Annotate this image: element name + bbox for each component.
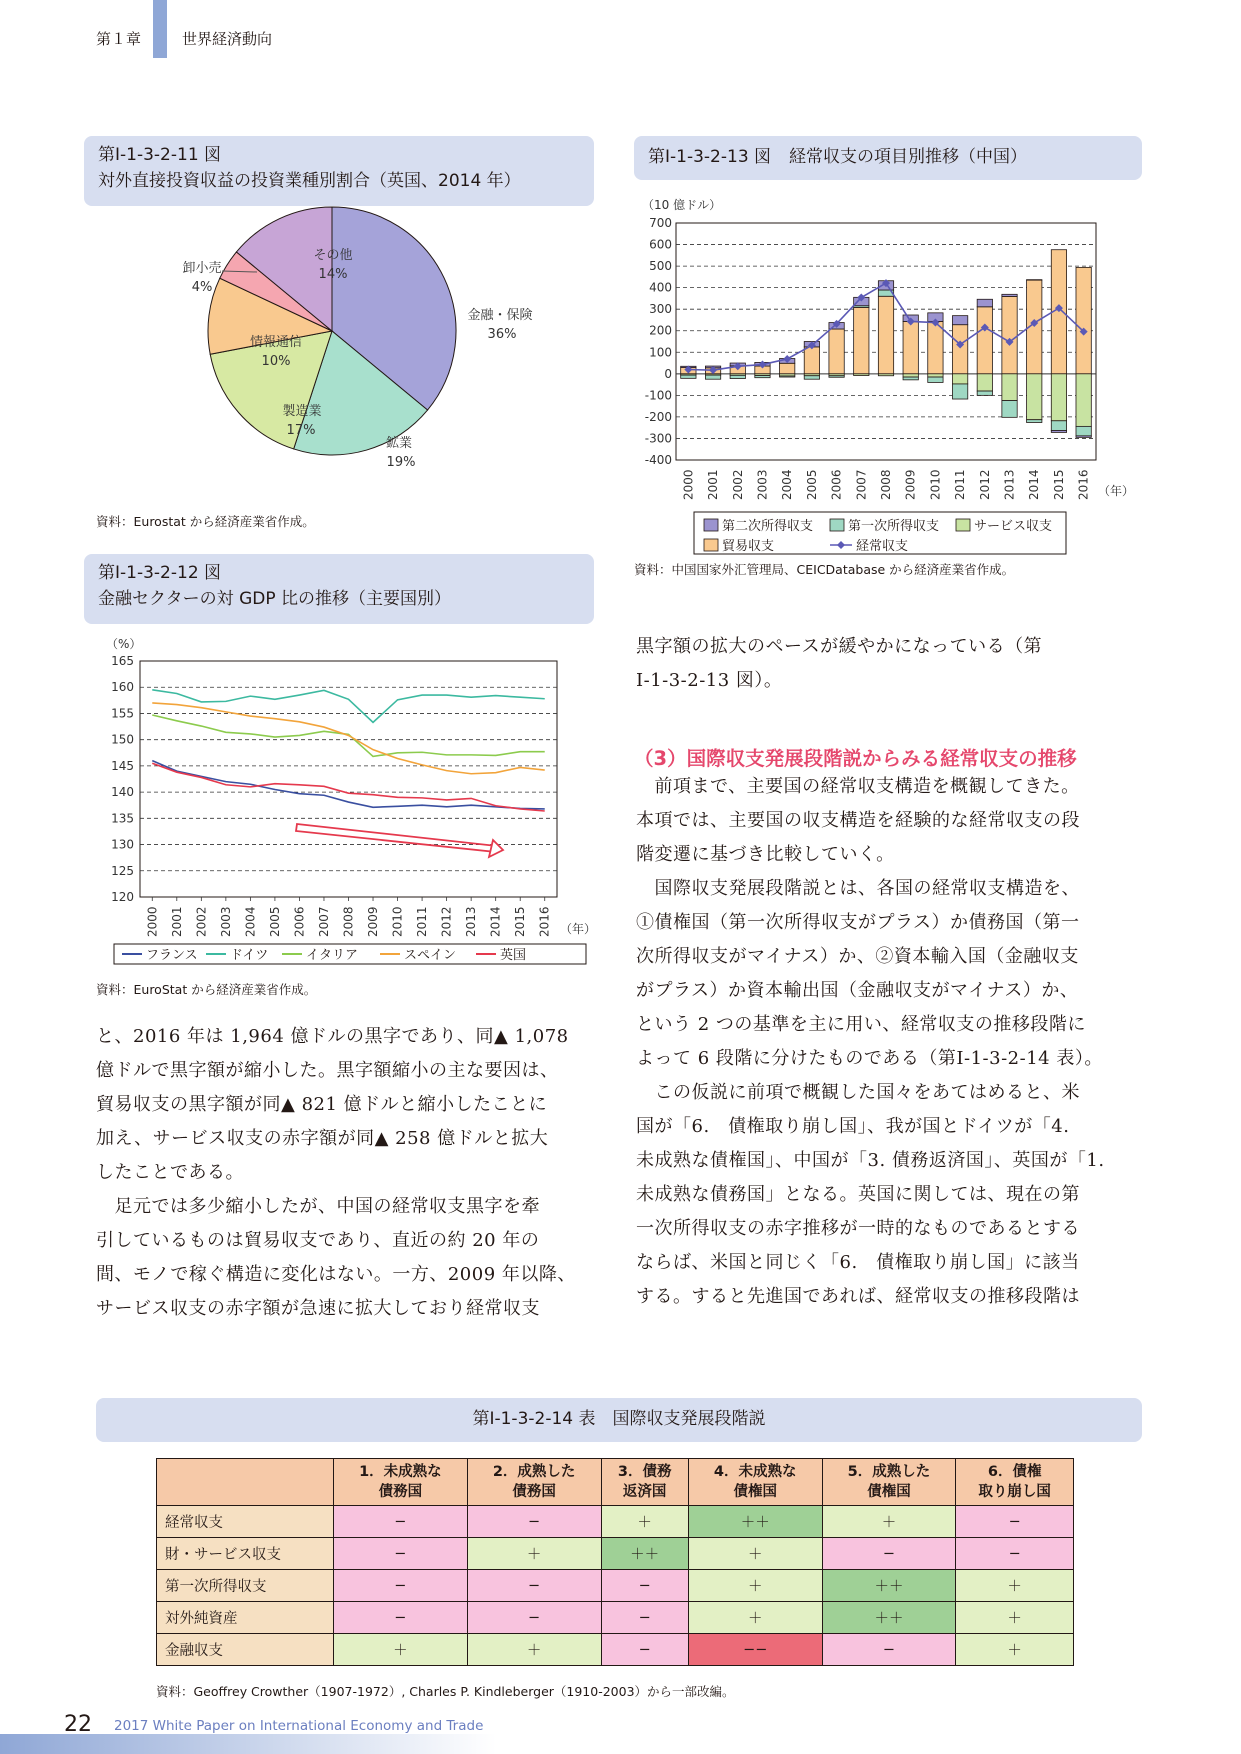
- bar-3: [804, 347, 819, 374]
- x-tick-label: 2000: [681, 469, 696, 500]
- pie-label-fin: 金融・保険: [467, 308, 533, 323]
- x-tick-label: 2010: [928, 469, 943, 500]
- x-tick-label: 2005: [267, 906, 282, 937]
- bar-0: [1002, 294, 1017, 296]
- y-tick-label: 500: [649, 259, 672, 274]
- x-tick-label: 2010: [390, 906, 405, 937]
- y-tick-label: 100: [649, 345, 672, 360]
- x-tick-label: 2001: [169, 906, 184, 937]
- text-line: という 2 つの基準を主に用い、経常収支の推移段階に: [636, 1014, 1086, 1035]
- table-corner: [157, 1459, 334, 1506]
- table-header: 2．成熟した 債務国: [467, 1459, 601, 1506]
- fig13-y-unit: （10 億ドル）: [642, 198, 722, 212]
- fig12-caption: [84, 554, 594, 624]
- table-cell: −: [822, 1634, 956, 1666]
- x-tick-label: 2012: [977, 469, 992, 500]
- bar-1: [952, 384, 967, 399]
- bar-2: [878, 374, 893, 376]
- y-tick-label: 200: [649, 323, 672, 338]
- x-tick-label: 2004: [780, 469, 795, 500]
- text-line: Ⅰ-1-3-2-13 図）。: [636, 670, 783, 691]
- fig12-x-unit: （年）: [560, 922, 597, 936]
- bar-1: [977, 391, 992, 395]
- x-tick-label: 2009: [366, 906, 381, 937]
- table-cell: ＋＋: [601, 1538, 688, 1570]
- table-header: 1．未成熟な 債務国: [334, 1459, 468, 1506]
- fig13-title: 経常収支の項目別推移（中国）: [789, 147, 1028, 167]
- x-tick-label: 2002: [730, 469, 745, 500]
- text-line: ①債権国（第一次所得収支がプラス）か債務国（第一: [636, 912, 1080, 933]
- pie-value-fin: 36%: [487, 327, 517, 342]
- table-cell: −: [334, 1570, 468, 1602]
- table-cell: −: [334, 1506, 468, 1538]
- text-line: 未成熟な債権国」、中国が「3. 債務返済国」、英国が「1.: [636, 1150, 1105, 1171]
- legend-label: 経常収支: [856, 539, 909, 554]
- x-tick-label: 2006: [829, 469, 844, 500]
- body-text-right-top: [636, 630, 1146, 698]
- fig13-source: 資料：中国国家外汇管理局、CEICDatabase から経済産業省作成。: [634, 562, 1015, 577]
- bar-3: [780, 363, 795, 374]
- text-line: 間、モノで稼ぐ構造に変化はない。一方、2009 年以降、: [96, 1264, 576, 1285]
- y-tick-label: 155: [111, 706, 134, 721]
- table-cell: ＋: [467, 1634, 601, 1666]
- legend-label: 第一次所得収支: [848, 519, 940, 534]
- y-tick-label: 145: [111, 758, 134, 773]
- y-tick-label: -100: [644, 388, 672, 403]
- x-tick-label: 2014: [488, 906, 503, 937]
- bar-3: [854, 307, 869, 373]
- bar-1: [755, 376, 770, 378]
- text-line: ならば、米国と同じく「6. 債権取り崩し国」に該当: [636, 1252, 1080, 1273]
- y-tick-label: -400: [644, 453, 672, 467]
- x-tick-label: 2005: [804, 469, 819, 500]
- legend-label: 貿易収支: [722, 539, 775, 554]
- bar-1: [804, 376, 819, 379]
- bar-1: [1027, 420, 1042, 423]
- header-accent-bar: [153, 0, 167, 58]
- bar-3: [878, 296, 893, 374]
- x-tick-label: 2003: [755, 469, 770, 500]
- x-tick-label: 2008: [341, 906, 356, 937]
- fig12-title: 金融セクターの対 GDP 比の推移（主要国別）: [98, 589, 451, 609]
- text-line: 国が「6. 債権取り崩し国」、我が国とドイツが「4.: [636, 1116, 1070, 1137]
- fig11-source: 資料：Eurostat から経済産業省作成。: [96, 514, 315, 529]
- bar-2: [1076, 374, 1091, 427]
- y-tick-label: -200: [644, 409, 672, 424]
- table-cell: ＋: [822, 1506, 956, 1538]
- x-tick-label: 2011: [953, 469, 968, 500]
- fig11-caption: [84, 136, 594, 206]
- table-cell: −: [601, 1602, 688, 1634]
- bar-3: [1076, 267, 1091, 373]
- y-tick-label: 125: [111, 863, 134, 878]
- bar-3: [1002, 296, 1017, 373]
- legend-label: 第二次所得収支: [722, 519, 814, 534]
- table-header: 6．債権 取り崩し国: [956, 1459, 1074, 1506]
- bar-3: [928, 321, 943, 373]
- bar-1: [681, 375, 696, 378]
- text-line: 億ドルで黒字額が縮小した。黒字額縮小の主な要因は、: [96, 1060, 559, 1081]
- x-tick-label: 2003: [218, 906, 233, 937]
- y-tick-label: 135: [111, 811, 134, 826]
- table-cell: ＋: [688, 1602, 822, 1634]
- text-line: 引しているものは貿易収支であり、直近の約 20 年の: [96, 1230, 540, 1251]
- text-line: する。すると先進国であれば、経常収支の推移段階は: [636, 1286, 1080, 1307]
- row-label: 第一次所得収支: [157, 1570, 334, 1602]
- text-line: がプラス）か資本輸出国（金融収支がマイナス）か、: [636, 980, 1079, 1001]
- bar-1: [1051, 421, 1066, 431]
- section-heading: （3）国際収支発展段階説からみる経常収支の推移: [634, 747, 1077, 770]
- bar-1: [1002, 401, 1017, 418]
- y-tick-label: 600: [649, 237, 672, 252]
- body-text-left: [96, 1020, 596, 1326]
- pie-label-whl: 卸小売: [182, 261, 222, 276]
- fig11-pie-chart: [84, 206, 594, 506]
- bar-0: [977, 299, 992, 307]
- table-cell: −−: [688, 1634, 822, 1666]
- x-tick-label: 2013: [1002, 469, 1017, 500]
- y-tick-label: 160: [111, 680, 134, 695]
- text-line: 加え、サービス収支の赤字額が同▲ 258 億ドルと拡大: [96, 1128, 549, 1149]
- text-line: と、2016 年は 1,964 億ドルの黒字であり、同▲ 1,078: [96, 1026, 569, 1047]
- table-cell: −: [467, 1602, 601, 1634]
- table14: [156, 1458, 1074, 1666]
- text-line: 次所得収支がマイナス）か、②資本輸入国（金融収支: [636, 946, 1079, 967]
- text-line: 貿易収支の黒字額が同▲ 821 億ドルと縮小したことに: [96, 1094, 548, 1115]
- table-cell: −: [601, 1570, 688, 1602]
- bar-2: [977, 374, 992, 391]
- fig12-line-chart: [84, 628, 604, 978]
- bar-2: [952, 374, 967, 384]
- bar-0: [1051, 430, 1066, 432]
- row-label: 財・サービス収支: [157, 1538, 334, 1570]
- x-tick-label: 2013: [464, 906, 479, 937]
- x-tick-label: 2016: [1076, 469, 1091, 500]
- table-cell: ＋＋: [822, 1570, 956, 1602]
- pie-value-oth: 14%: [318, 267, 348, 282]
- fig13-caption: [634, 136, 1142, 180]
- y-tick-label: 0: [664, 366, 672, 381]
- y-tick-label: 130: [111, 837, 134, 852]
- pie-value-min: 19%: [386, 455, 416, 470]
- text-line: 未成熟な債務国」となる。英国に関しては、現在の第: [636, 1184, 1080, 1205]
- table-cell: −: [467, 1570, 601, 1602]
- fig13-bar-chart: [634, 190, 1154, 560]
- table-header: 4．未成熟な 債権国: [688, 1459, 822, 1506]
- bar-0: [1027, 280, 1042, 281]
- fig12-y-unit: （%）: [106, 637, 142, 651]
- x-tick-label: 2015: [513, 906, 528, 937]
- table-cell: −: [822, 1538, 956, 1570]
- table-cell: −: [956, 1538, 1074, 1570]
- pie-label-oth: その他: [313, 248, 353, 263]
- fig13-number: 第Ⅰ-1-3-2-13 図: [648, 147, 772, 167]
- bar-2: [1002, 374, 1017, 401]
- row-label: 対外純資産: [157, 1602, 334, 1634]
- bar-2: [903, 374, 918, 377]
- text-line: したことである。: [96, 1162, 244, 1183]
- bar-3: [903, 321, 918, 373]
- x-tick-label: 2001: [706, 469, 721, 500]
- legend-label: 英国: [500, 948, 527, 963]
- bar-0: [1076, 436, 1091, 438]
- y-tick-label: 140: [111, 785, 134, 800]
- text-line: 国際収支発展段階説とは、各国の経常収支構造を、: [636, 878, 1080, 899]
- x-tick-label: 2007: [316, 906, 331, 937]
- bar-3: [977, 307, 992, 374]
- bar-2: [1051, 374, 1066, 421]
- table-cell: −: [956, 1506, 1074, 1538]
- table-cell: ＋: [688, 1570, 822, 1602]
- y-tick-label: 165: [111, 654, 134, 668]
- x-tick-label: 2004: [243, 906, 258, 937]
- fig11-number: 第Ⅰ-1-3-2-11 図: [98, 145, 222, 165]
- x-tick-label: 2009: [903, 469, 918, 500]
- bar-1: [1076, 426, 1091, 435]
- x-tick-label: 2011: [415, 906, 430, 937]
- bar-1: [829, 376, 844, 378]
- bar-1: [928, 377, 943, 382]
- body-text-right: [636, 770, 1146, 1314]
- bar-3: [952, 325, 967, 374]
- x-tick-label: 2014: [1027, 469, 1042, 500]
- bar-1: [903, 377, 918, 380]
- text-line: この仮説に前項で概観した国々をあてはめると、米: [636, 1082, 1080, 1103]
- row-label: 経常収支: [157, 1506, 334, 1538]
- legend-label: フランス: [146, 948, 198, 963]
- legend-swatch: [704, 539, 718, 551]
- text-line: 足元では多少縮小したが、中国の経常収支黒字を牽: [96, 1196, 540, 1217]
- bar-1: [730, 375, 745, 378]
- text-line: 本項では、主要国の収支構造を経験的な経常収支の段: [636, 810, 1080, 831]
- text-line: よって 6 段階に分けたものである（第Ⅰ-1-3-2-14 表）。: [636, 1048, 1103, 1069]
- table-cell: −: [601, 1634, 688, 1666]
- x-tick-label: 2000: [145, 906, 160, 937]
- x-tick-label: 2007: [854, 469, 869, 500]
- footer-bar: [0, 1734, 1241, 1754]
- text-line: 黒字額の拡大のペースが緩やかになっている（第: [636, 636, 1043, 657]
- table-cell: ＋: [334, 1634, 468, 1666]
- table-cell: ＋: [688, 1538, 822, 1570]
- table-cell: −: [334, 1602, 468, 1634]
- bar-2: [1027, 374, 1042, 420]
- bar-2: [854, 374, 869, 376]
- x-tick-label: 2006: [292, 906, 307, 937]
- bar-0: [952, 316, 967, 325]
- x-tick-label: 2012: [439, 906, 454, 937]
- fig12-source: 資料：EuroStat から経済産業省作成。: [96, 982, 317, 997]
- text-line: サービス収支の赤字額が急速に拡大しており経常収支: [96, 1298, 540, 1319]
- legend-swatch: [704, 519, 718, 531]
- table-cell: ＋: [601, 1506, 688, 1538]
- fig11-title: 対外直接投資収益の投資業種別割合（英国、2014 年）: [98, 171, 521, 191]
- x-tick-label: 2002: [194, 906, 209, 937]
- legend-label: イタリア: [306, 948, 359, 963]
- pie-label-min: 鉱業: [385, 436, 413, 451]
- x-tick-label: 2015: [1051, 469, 1066, 500]
- chapter-label: 第１章: [96, 30, 142, 48]
- y-tick-label: 120: [111, 890, 134, 904]
- table-cell: −: [467, 1506, 601, 1538]
- table-cell: ＋: [956, 1602, 1074, 1634]
- legend-swatch: [830, 519, 844, 531]
- text-line: 前項まで、主要国の経常収支構造を概観してきた。: [636, 776, 1080, 797]
- legend-label: スペイン: [404, 948, 457, 963]
- table-cell: ＋: [956, 1634, 1074, 1666]
- chapter-title: 世界経済動向: [182, 30, 273, 48]
- table14-caption: 第Ⅰ-1-3-2-14 表 国際収支発展段階説: [96, 1398, 1142, 1442]
- table-cell: ＋: [467, 1538, 601, 1570]
- pie-value-whl: 4%: [191, 280, 213, 295]
- text-line: 階変遷に基づき比較していく。: [636, 844, 895, 865]
- table-header: 3．債務 返済国: [601, 1459, 688, 1506]
- pie-value-info: 10%: [261, 354, 291, 369]
- bar-1: [705, 375, 720, 379]
- fig13-x-unit: （年）: [1098, 484, 1135, 498]
- legend-swatch: [956, 519, 970, 531]
- x-tick-label: 2008: [879, 469, 893, 500]
- bar-2: [928, 374, 943, 377]
- y-tick-label: 300: [649, 302, 672, 317]
- pie-value-mfg: 17%: [286, 423, 316, 438]
- y-tick-label: 700: [649, 216, 672, 230]
- footer-title: 2017 White Paper on International Economy and Trade: [114, 1718, 484, 1734]
- legend-label: サービス収支: [974, 519, 1053, 534]
- y-tick-label: 400: [649, 280, 672, 295]
- table-cell: −: [334, 1538, 468, 1570]
- fig12-number: 第Ⅰ-1-3-2-12 図: [98, 563, 222, 583]
- legend-label: ドイツ: [230, 948, 269, 963]
- x-tick-label: 2016: [537, 906, 552, 937]
- bar-1: [780, 376, 795, 377]
- pie-label-info: 情報通信: [249, 335, 303, 350]
- y-tick-label: 150: [111, 732, 134, 747]
- table14-source: 資料：Geoffrey Crowther（1907-1972）, Charles P. Kindleberger（1910-2003）から一部改編。: [156, 1684, 735, 1699]
- table-cell: ＋＋: [822, 1602, 956, 1634]
- y-tick-label: -300: [644, 431, 672, 446]
- row-label: 金融収支: [157, 1634, 334, 1666]
- table-header: 5．成熟した 債権国: [822, 1459, 956, 1506]
- pie-label-mfg: 製造業: [282, 404, 322, 419]
- bar-3: [829, 329, 844, 374]
- page-number: 22: [64, 1712, 92, 1737]
- table-cell: ＋: [956, 1570, 1074, 1602]
- text-line: 一次所得収支の赤字推移が一時的なものであるとする: [636, 1218, 1080, 1239]
- table-cell: ＋＋: [688, 1506, 822, 1538]
